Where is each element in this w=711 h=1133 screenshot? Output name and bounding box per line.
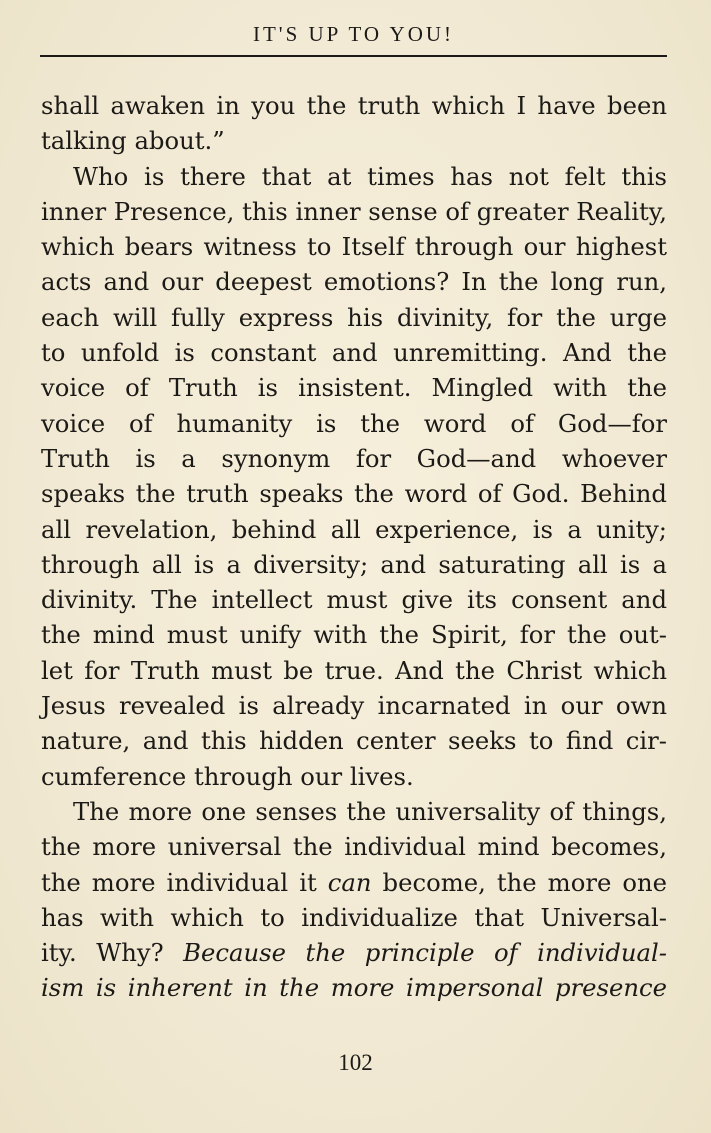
text-segment: the more individual it: [41, 867, 328, 897]
text-line: to unfold is constant and unremitting. And the: [41, 338, 667, 368]
text-line: speaks the truth speaks the word of God. Behind: [41, 479, 667, 509]
text-line: let for Truth must be true. And the Christ which: [41, 655, 667, 685]
running-head: IT'S UP TO YOU!: [252, 22, 455, 46]
text-line: voice of humanity is the word of God—for: [41, 408, 667, 438]
text-line: the more universal the individual mind becomes,: [41, 832, 667, 862]
text-line: The more one senses the universality of things,: [73, 796, 667, 826]
text-line: [41, 865, 667, 900]
text-line: talking about.”: [41, 126, 225, 156]
text-line: voice of Truth is insistent. Mingled with the: [41, 373, 667, 403]
text-line: Jesus revealed is already incarnated in our own: [41, 691, 667, 721]
text-line: acts and our deepest emotions? In the long run,: [41, 267, 667, 297]
text-line: cumference through our lives.: [41, 761, 414, 791]
text-line: the mind must unify with the Spirit, for the out-: [41, 620, 667, 650]
text-line: divinity. The intellect must give its consent and: [41, 585, 667, 615]
text-segment: ity. Why?: [41, 938, 184, 968]
italic-text: ism is inherent in the more impersonal presence: [41, 973, 667, 1003]
text-line: [41, 935, 667, 970]
text-line: all revelation, behind all experience, is a unity;: [41, 514, 667, 544]
italic-text: can: [327, 867, 372, 897]
page-number: 102: [338, 1050, 373, 1075]
text-segment: become, the more one: [371, 867, 668, 897]
body-text: [41, 88, 667, 1006]
text-line: each will fully express his divinity, for the urge: [41, 302, 667, 332]
text-line: shall awaken in you the truth which I have been: [41, 91, 667, 120]
text-line: Who is there that at times has not felt this: [73, 161, 667, 191]
text-line: nature, and this hidden center seeks to find cir-: [41, 726, 667, 756]
text-line: [41, 970, 667, 1005]
text-line: which bears witness to Itself through our highest: [41, 232, 667, 262]
text-line: has with which to individualize that Universal-: [41, 902, 667, 932]
text-line: Truth is a synonym for God—and whoever: [41, 443, 667, 473]
text-line: through all is a diversity; and saturating all is a: [41, 549, 667, 579]
italic-text: Because the principle of individual-: [183, 938, 667, 968]
header-rule: [40, 55, 667, 57]
text-line: inner Presence, this inner sense of greater Reality,: [41, 196, 667, 226]
